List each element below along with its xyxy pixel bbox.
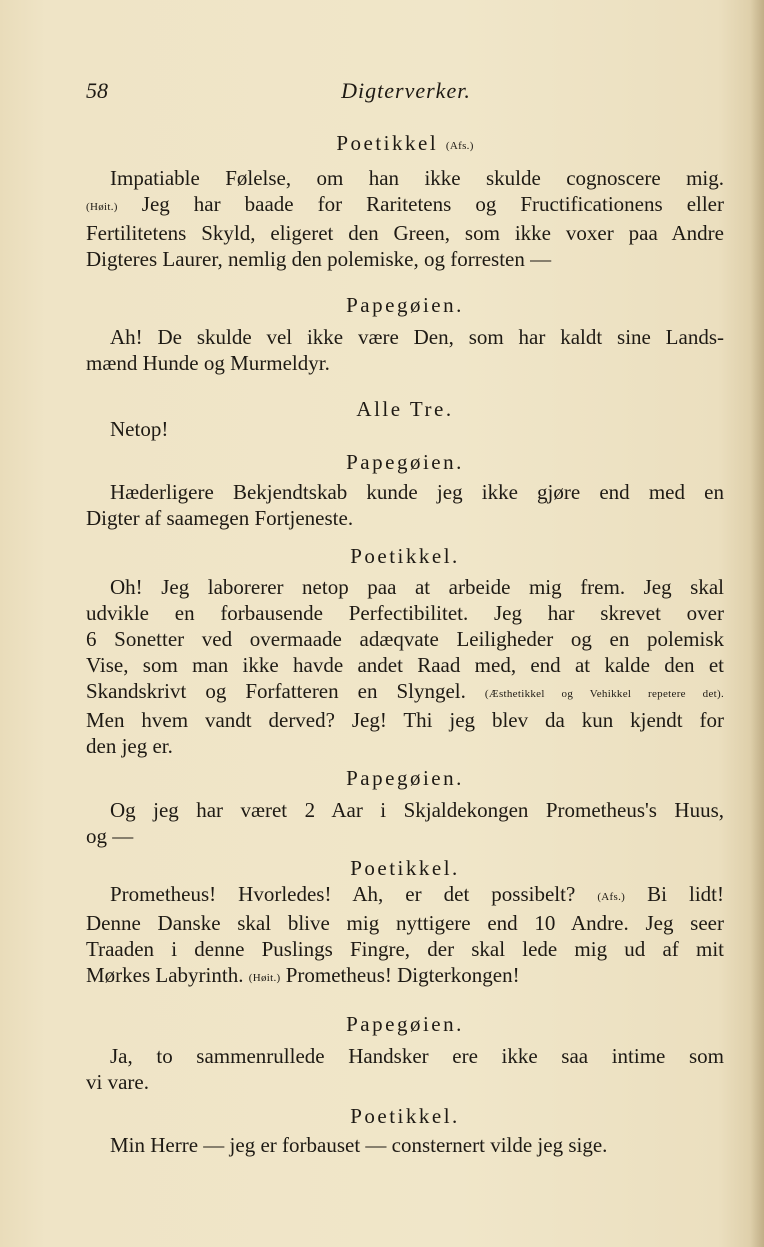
stage-direction: (Afs.) [445,140,474,152]
speaker-heading: Papegøien. [346,1012,464,1036]
speech-line: Netop! [110,417,169,441]
speaker-heading: Papegøien. [346,293,464,317]
speaker-heading: Papegøien. [346,450,464,474]
speech [86,324,724,376]
speech [86,1043,724,1095]
speech-line: Ah! De skulde vel ikke være Den, som har kaldt sine Lands- [110,325,724,349]
speaker-heading: Poetikkel. [350,1104,460,1128]
speech-line: Vise, som man ikke havde andet Raad med, end at kalde den et [86,653,724,677]
dialogue-text [86,130,724,1158]
speech-line: 6 Sonetter ved overmaade adæqvate Leiligheder og en polemisk [86,627,724,651]
speech-line: Og jeg har været 2 Aar i Skjaldekongen Prometheus's Huus, [110,798,724,822]
speech-line: den jeg er. [86,734,173,758]
page-edge-shadow [750,0,764,1247]
speech-line: Min Herre — jeg er forbauset — consternert vilde jeg sige. [110,1133,608,1157]
speech-line: Impatiable Følelse, om han ikke skulde cognoscere mig. [110,166,724,190]
speech-line: og — [86,824,134,848]
speaker-heading: Poetikkel (Afs.) [336,131,474,155]
page-number: 58 [86,78,108,103]
speech [86,165,724,272]
speech-line: (Høit.) Jeg har baade for Raritetens og Fructificationens eller [86,192,724,216]
speech-line: Ja, to sammenrullede Handsker ere ikke saa intime som [110,1044,724,1068]
speech-line: Hæderligere Bekjendtskab kunde jeg ikke gjøre end med en [110,480,724,504]
speaker-heading: Poetikkel. [350,856,460,880]
speaker-heading: Poetikkel. [350,544,460,568]
speech [86,1132,724,1158]
speech-line: Traaden i denne Puslings Fingre, der skal lede mig ud af mit [86,937,724,961]
stage-direction: (Høit.) [86,201,118,213]
speech-line: Mørkes Labyrinth. (Høit.) Prometheus! Digterkongen! [86,963,520,987]
speech-line: vi vare. [86,1070,149,1094]
speech-line: mænd Hunde og Murmeldyr. [86,351,330,375]
running-title: Digterverker. [341,78,471,103]
speech-line: Prometheus! Hvorledes! Ah, er det possibelt? (Afs.) Bi lidt! [110,882,724,906]
page-header [86,78,726,108]
speaker-heading: Papegøien. [346,766,464,790]
speech-line: Fertilitetens Skyld, eligeret den Green, som ikke voxer paa Andre [86,221,724,245]
speech-line: Digter af saamegen Fortjeneste. [86,506,354,530]
speech [86,881,724,991]
speech [86,479,724,531]
speech-line: Skandskrivt og Forfatteren en Slyngel. (Æsthetikkel og Vehikkel repetere det). [86,679,724,703]
speech-line: udvikle en forbausende Perfectibilitet. Jeg har skrevet over [86,601,724,625]
stage-direction: (Afs.) [597,891,626,903]
speech [86,574,724,759]
speech [86,797,724,849]
speech-line: Denne Danske skal blive mig nyttigere end 10 Andre. Jeg seer [86,911,724,935]
speech-line: Men hvem vandt derved? Jeg! Thi jeg blev da kun kjendt for [86,708,724,732]
speaker-heading: Alle Tre. [356,397,454,421]
stage-direction: (Høit.) [248,972,281,984]
speech-line: Digteres Laurer, nemlig den polemiske, og forresten — [86,247,552,271]
speech-line: Oh! Jeg laborerer netop paa at arbeide mig frem. Jeg skal [110,575,724,599]
stage-direction: (Æsthetikkel og Vehikkel repetere det). [484,688,724,700]
